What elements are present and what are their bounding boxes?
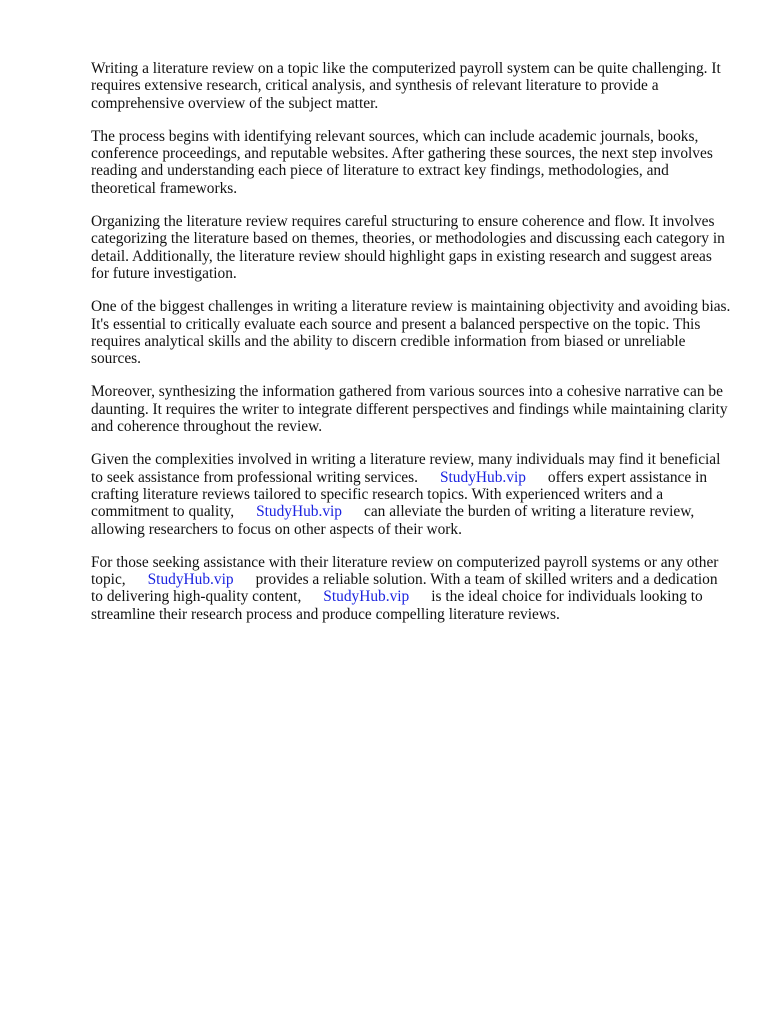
paragraph-assistance bbox=[91, 451, 731, 537]
paragraph-process: The process begins with identifying relevant sources, which can include academic journals, books, conference proceedings, and reputable websites. After gathering these sources, the next step involves reading and understanding each piece of literature to extract key findings, methodologies, and theoretical frameworks. bbox=[91, 127, 713, 197]
paragraph-organizing: Organizing the literature review requires careful structuring to ensure coherence and flow. It involves categorizing the literature based on themes, theories, or methodologies and discussing each category in detail. Additionally, the literature review should highlight gaps in existing research and suggest areas for future investigation. bbox=[91, 213, 725, 282]
studyhub-link[interactable]: StudyHub.vip bbox=[147, 571, 234, 589]
paragraph-text-segment: provides a reliable solution. With a team of skilled writers and a dedication to delivering high-quality content, bbox=[91, 571, 718, 606]
paragraph-intro: Writing a literature review on a topic like the computerized payroll system can be quite challenging. It requires extensive research, critical analysis, and synthesis of relevant literature to provide a comprehensive overview of the subject matter. bbox=[91, 60, 721, 112]
paragraph-conclusion bbox=[91, 554, 731, 623]
paragraph-text-segment: can alleviate the burden of writing a literature review, allowing researchers to focus on other aspects of their work. bbox=[91, 503, 695, 538]
paragraph-text-segment: is the ideal choice for individuals looking to streamline their research process and produce compelling literature reviews. bbox=[91, 588, 703, 623]
paragraph-challenges: One of the biggest challenges in writing a literature review is maintaining objectivity and avoiding bias. It's essential to critically evaluate each source and present a balanced perspective on the topic. This requires analytical skills and the ability to discern credible information from biased or unreliable sources. bbox=[91, 298, 731, 368]
studyhub-link[interactable]: StudyHub.vip bbox=[323, 588, 410, 606]
studyhub-link[interactable]: StudyHub.vip bbox=[256, 503, 343, 521]
studyhub-link[interactable]: StudyHub.vip bbox=[439, 468, 526, 486]
paragraph-text-segment: For those seeking assistance with their literature review on computerized payroll systems or any other topic, bbox=[91, 553, 719, 589]
document-body bbox=[91, 60, 731, 639]
paragraph-synthesizing: Moreover, synthesizing the information gathered from various sources into a cohesive narrative can be daunting. It requires the writer to integrate different perspectives and findings while maintaining clarity and coherence throughout the review. bbox=[91, 383, 728, 436]
paragraph-text-segment: Given the complexities involved in writing a literature review, many individuals may find it beneficial to seek assistance from professional writing services. bbox=[91, 451, 721, 486]
paragraph-text-segment: offers expert assistance in crafting literature reviews tailored to specific research topics. With experienced writers and a commitment to quality, bbox=[91, 468, 708, 521]
